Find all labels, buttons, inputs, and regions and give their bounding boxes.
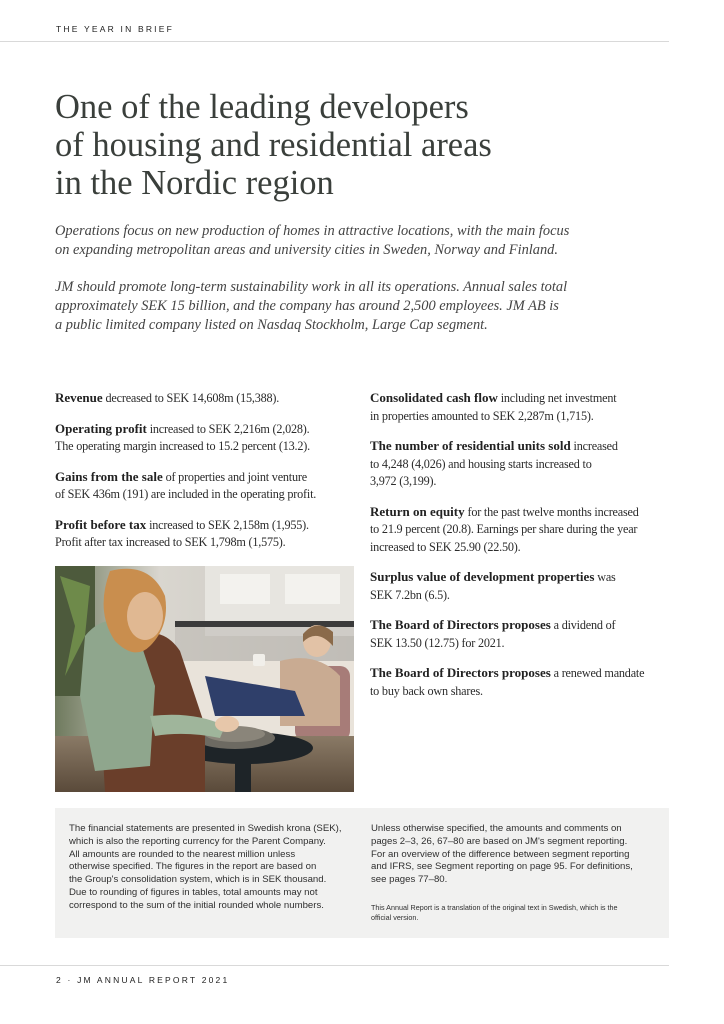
highlight-text: decreased to SEK 14,608m (15,388). (102, 391, 280, 405)
highlight-line (370, 664, 670, 683)
page-title (55, 88, 655, 202)
highlight-line: increased to SEK 25.90 (22.50). (370, 539, 521, 554)
highlight-line (370, 503, 670, 522)
note-line: Unless otherwise specified, the amounts and comments on (371, 823, 622, 834)
note-line: pages 2–3, 26, 67–80 are based on JM's segment reporting. (371, 835, 628, 847)
segment-note (371, 823, 661, 887)
highlight-title: Revenue (55, 390, 103, 405)
highlight-line: to buy back own shares. (370, 683, 483, 698)
highlight-line (55, 468, 355, 487)
highlight-line (370, 616, 670, 635)
highlight-text: a dividend of (550, 618, 616, 632)
highlight-line (55, 420, 355, 439)
note-line: The financial statements are presented in Swedish krona (SEK), (69, 823, 342, 834)
note-line: For an overview of the difference between segment reporting (371, 848, 630, 860)
highlight-line: SEK 7.2bn (6.5). (370, 587, 450, 602)
highlight-text: increased (570, 439, 618, 453)
highlight-line (55, 516, 355, 535)
highlight-title: Surplus value of development properties (370, 569, 595, 584)
highlight-title: Return on equity (370, 503, 465, 519)
highlight-text: a renewed mandate (550, 666, 645, 680)
highlight-title: Consolidated cash flow (370, 390, 498, 405)
highlight-buyback-proposal (370, 664, 670, 700)
highlights-right-column (370, 389, 670, 712)
highlight-units-sold (370, 437, 670, 491)
highlight-line: to 4,248 (4,026) and housing starts increased to (370, 456, 592, 471)
notes-box (55, 808, 669, 938)
currency-note (69, 823, 359, 913)
footer-divider (0, 965, 669, 966)
highlight-dividend-proposal (370, 616, 670, 652)
highlight-profit-before-tax (55, 516, 355, 552)
note-line: Due to rounding of figures in tables, total amounts may not (69, 886, 318, 898)
intro-line: on expanding metropolitan areas and university cities in Sweden, Norway and Finland. (55, 242, 558, 258)
highlight-text: was (594, 570, 616, 584)
highlight-text: of properties and joint venture (162, 469, 307, 484)
highlight-text: for the past twelve months increased (464, 504, 639, 519)
highlight-title: The Board of Directors proposes (370, 665, 551, 680)
highlight-line (370, 437, 670, 456)
highlight-title: The number of residential units sold (370, 438, 571, 453)
highlight-text: increased to SEK 2,216m (2,028). (146, 421, 310, 436)
intro-line: Operations focus on new production of homes in attractive locations, with the main focus (55, 223, 570, 239)
note-line: the Group's consolidation system, which is in SEK thousand. (69, 874, 327, 886)
highlight-text: including net investment (497, 391, 617, 405)
title-line: of housing and residential areas (55, 126, 492, 164)
intro-paragraph-operations (55, 222, 645, 260)
note-line: see pages 77–80. (371, 874, 448, 886)
note-line: otherwise specified. The figures in the report are based on (69, 861, 317, 873)
title-line: One of the leading developers (55, 88, 469, 126)
section-label: THE YEAR IN BRIEF (56, 24, 175, 34)
title-line: in the Nordic region (55, 164, 334, 202)
translation-note (371, 903, 618, 922)
highlight-line: Profit after tax increased to SEK 1,798m (1,575). (55, 535, 286, 549)
highlight-title: Gains from the sale (55, 468, 163, 484)
highlight-revenue (55, 389, 355, 408)
highlight-line (370, 389, 670, 408)
intro-paragraph-sustainability (55, 278, 645, 335)
highlight-title: Profit before tax (55, 516, 147, 532)
highlights-left-column (55, 389, 355, 564)
highlight-line: of SEK 436m (191) are included in the operating profit. (55, 487, 317, 501)
highlight-line (370, 568, 670, 587)
note-line: This Annual Report is a translation of the original text in Swedish, which is the (371, 903, 618, 912)
highlight-operating-profit (55, 420, 355, 456)
highlight-title: The Board of Directors proposes (370, 617, 551, 632)
pottery-photo (55, 566, 354, 792)
note-line: which is also the reporting currency for the Parent Company. (69, 835, 326, 847)
note-line: and IFRS, see Segment reporting on page 95. For definitions, (371, 861, 633, 873)
note-line: official version. (371, 912, 419, 922)
highlight-line: SEK 13.50 (12.75) for 2021. (370, 635, 505, 650)
highlight-line (55, 389, 355, 408)
highlight-text: increased to SEK 2,158m (1,955). (146, 517, 309, 532)
note-line: correspond to the sum of the initial rounded whole numbers. (69, 899, 324, 911)
highlight-gains-from-sale (55, 468, 355, 504)
intro-line: approximately SEK 15 billion, and the company has around 2,500 employees. JM AB is (55, 298, 559, 314)
highlight-title: Operating profit (55, 420, 147, 436)
intro-line: a public limited company listed on Nasdaq Stockholm, Large Cap segment. (55, 317, 488, 333)
header-divider (0, 41, 669, 42)
highlight-return-on-equity (370, 503, 670, 557)
highlight-surplus-value (370, 568, 670, 604)
highlight-line: The operating margin increased to 15.2 percent (13.2). (55, 439, 310, 453)
note-line: All amounts are rounded to the nearest million unless (69, 848, 296, 860)
highlight-line: to 21.9 percent (20.8). Earnings per share during the year (370, 522, 638, 536)
highlight-line: in properties amounted to SEK 2,287m (1,715). (370, 408, 594, 423)
highlight-cash-flow (370, 389, 670, 425)
highlight-line: 3,972 (3,199). (370, 474, 437, 488)
intro-line: JM should promote long-term sustainability work in all its operations. Annual sales total (55, 279, 568, 295)
page-footer: 2 · JM ANNUAL REPORT 2021 (56, 975, 230, 985)
